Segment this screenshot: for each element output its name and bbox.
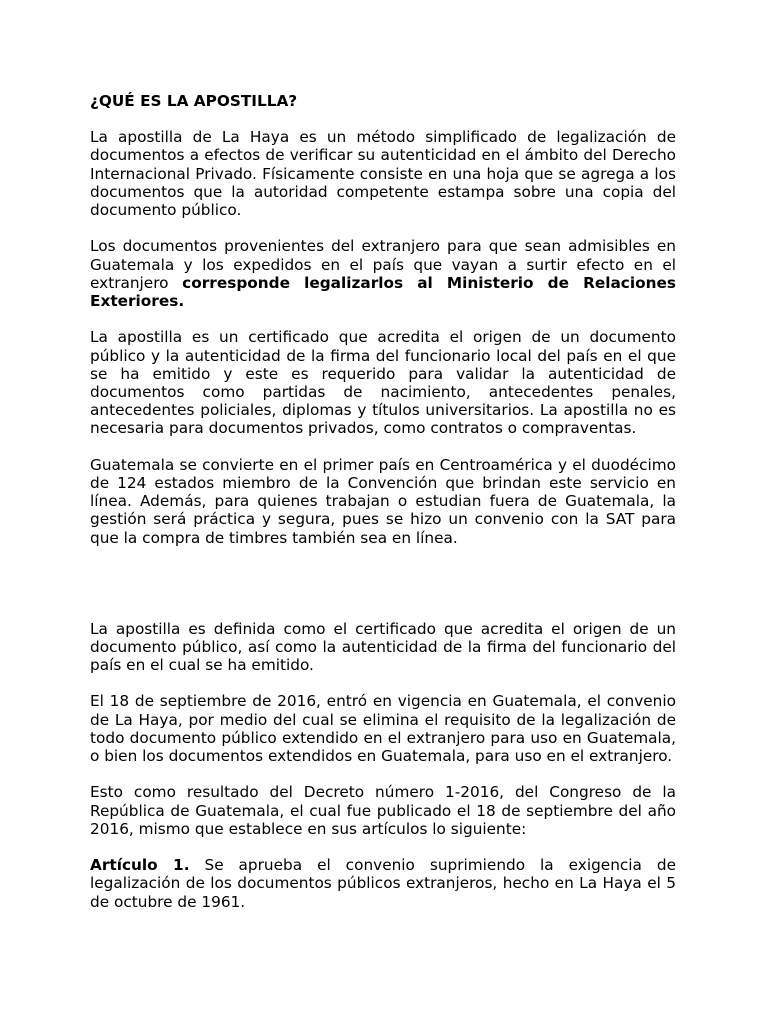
- paragraph-apostille-defined: La apostilla es definida como el certificado que acredita el origen de un documento público, así como la autenticidad de la firma del funcionario del país en el cual se ha emitido.: [90, 619, 676, 675]
- blank-space: [90, 565, 676, 620]
- document-title: ¿QUÉ ES LA APOSTILLA?: [90, 92, 298, 110]
- paragraph-decree: Esto como resultado del Decreto número 1-2016, del Congreso de la República de Guatemala, el cual fue publicado el 18 de septiembre del año 2016, mismo que establece en sus artículos lo siguiente:: [90, 783, 676, 838]
- paragraph-definition: La apostilla de La Haya es un método simplificado de legalización de documentos a efectos de verificar su autenticidad en el ámbito del Derecho Internacional Privado. Físicamente consiste en una hoja que se agrega a los documentos que la autoridad competente estampa sobre una copia del documento público.: [90, 128, 676, 220]
- article-text: Se aprueba el convenio suprimiendo la exigencia de legalización de los documentos públicos extranjeros, hecho en La Haya el 5 de octubre de 1961.: [90, 856, 676, 911]
- paragraph-certificate: La apostilla es un certificado que acredita el origen de un documento público y la autenticidad de la firma del funcionario local del país en el que se ha emitido y este es requerido para validar la autenticidad de documentos como partidas de nacimiento, antecedentes penales, antecedentes policiales, diplomas y títulos universitarios. La apostilla no es necesaria para documentos privados, como contratos o compraventas.: [90, 328, 676, 438]
- document-page: [90, 92, 676, 929]
- paragraph-text: Los documentos provenientes del extranjero para que sean admisibles en Guatemala y los expedidos en el país que vayan a surtir efecto en el extranjero: [90, 237, 676, 292]
- paragraph-article-1: [90, 856, 676, 911]
- paragraph-online-service: Guatemala se convierte en el primer país en Centroamérica y el duodécimo de 124 estados miembro de la Convención que brindan este servicio en línea. Además, para quienes trabajan o estudian fuera de Guatemala, la gestión será práctica y segura, pues se hizo un convenio con la SAT para que la compra de timbres también sea en línea.: [90, 455, 676, 547]
- paragraph-foreign-documents: [90, 237, 676, 310]
- paragraph-convention-date: El 18 de septiembre de 2016, entró en vigencia en Guatemala, el convenio de La Haya, por medio del cual se elimina el requisito de la legalización de todo documento público extendido en el extranjero para uso en Guatemala, o bien los documentos extendidos en Guatemala, para uso en el extranjero.: [90, 692, 676, 766]
- article-label: Artículo 1.: [90, 856, 190, 875]
- ministry-emphasis: corresponde legalizarlos al Ministerio de Relaciones Exteriores.: [90, 273, 677, 311]
